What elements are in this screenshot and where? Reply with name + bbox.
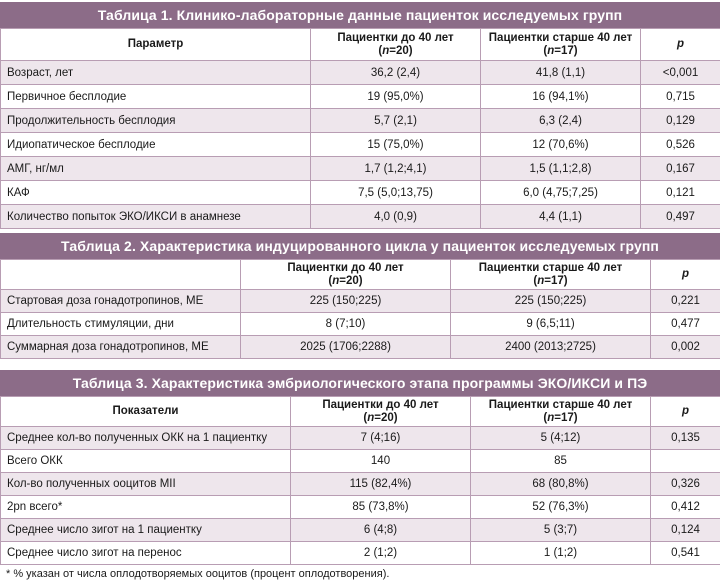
group1-n-open: ( <box>363 411 368 424</box>
table-row <box>1 450 720 473</box>
group2-label: Пациентки старше 40 лет <box>488 398 633 411</box>
column-header-group1 <box>291 397 471 427</box>
row-group1-value: 7 (4;16) <box>291 427 471 450</box>
table-row <box>1 181 720 205</box>
row-group1-value: 8 (7;10) <box>241 313 451 336</box>
row-p-value: 0,541 <box>651 542 720 565</box>
group1-n-open: ( <box>378 44 383 57</box>
column-header-p: p <box>641 29 720 61</box>
table-row <box>1 427 720 450</box>
row-param: Идиопатическое бесплодие <box>1 133 311 157</box>
row-group2-value: 6,0 (4,75;7,25) <box>481 181 641 205</box>
row-group2-value: 4,4 (1,1) <box>481 205 641 229</box>
group1-n-symbol: n <box>382 44 390 57</box>
table-1-body <box>1 61 720 229</box>
column-header-param: Параметр <box>1 29 311 61</box>
row-group1-value: 2025 (1706;2288) <box>241 336 451 359</box>
row-group2-value: 6,3 (2,4) <box>481 109 641 133</box>
table-row <box>1 133 720 157</box>
group1-label: Пациентки до 40 лет <box>287 261 404 274</box>
row-p-value <box>651 450 720 473</box>
table-row <box>1 109 720 133</box>
row-p-value: 0,135 <box>651 427 720 450</box>
row-group1-value: 1,7 (1,2;4,1) <box>311 157 481 181</box>
row-param: Среднее число зигот на перенос <box>1 542 291 565</box>
row-param: 2pn всего* <box>1 496 291 519</box>
column-header-group2 <box>481 29 641 61</box>
footnote: * % указан от числа оплодотворяемых ооцитов (процент оплодотворения). <box>6 568 390 580</box>
group2-n-open: ( <box>543 44 548 57</box>
row-group2-value: 52 (76,3%) <box>471 496 651 519</box>
row-param: Продолжительность бесплодия <box>1 109 311 133</box>
row-group1-value: 15 (75,0%) <box>311 133 481 157</box>
row-p-value: 0,124 <box>651 519 720 542</box>
column-header-param: Показатели <box>1 397 291 427</box>
row-group1-value: 4,0 (0,9) <box>311 205 481 229</box>
table-row <box>1 519 720 542</box>
row-group2-value: 9 (6,5;11) <box>451 313 651 336</box>
row-p-value: 0,221 <box>651 290 720 313</box>
row-p-value: <0,001 <box>641 61 720 85</box>
row-param: Первичное бесплодие <box>1 85 311 109</box>
row-group1-value: 36,2 (2,4) <box>311 61 481 85</box>
row-group2-value: 2400 (2013;2725) <box>451 336 651 359</box>
row-param: Всего ОКК <box>1 450 291 473</box>
row-param: Суммарная доза гонадотропинов, МЕ <box>1 336 241 359</box>
row-group1-value: 140 <box>291 450 471 473</box>
row-p-value: 0,167 <box>641 157 720 181</box>
row-param: Кол-во полученных ооцитов MII <box>1 473 291 496</box>
row-p-value: 0,477 <box>651 313 720 336</box>
table-2-title: Таблица 2. Характеристика индуцированного цикла у пациенток исследуемых групп <box>0 233 720 259</box>
column-header-group1 <box>241 260 451 290</box>
group2-n-open: ( <box>533 274 538 287</box>
table-row <box>1 336 720 359</box>
table-3 <box>0 370 720 565</box>
row-group2-value: 1 (1;2) <box>471 542 651 565</box>
row-p-value: 0,002 <box>651 336 720 359</box>
row-group1-value: 19 (95,0%) <box>311 85 481 109</box>
row-param: Длительность стимуляции, дни <box>1 313 241 336</box>
row-group2-value: 85 <box>471 450 651 473</box>
row-group1-value: 85 (73,8%) <box>291 496 471 519</box>
column-header-p: p <box>651 397 720 427</box>
group1-n-value: =20) <box>374 411 398 424</box>
row-group1-value: 6 (4;8) <box>291 519 471 542</box>
table-2-body <box>1 290 720 359</box>
row-group1-value: 225 (150;225) <box>241 290 451 313</box>
column-header-group2 <box>471 397 651 427</box>
group2-label: Пациентки старше 40 лет <box>488 31 633 44</box>
row-group2-value: 16 (94,1%) <box>481 85 641 109</box>
row-group1-value: 2 (1;2) <box>291 542 471 565</box>
group2-n-symbol: n <box>547 411 555 424</box>
table-3-header-row <box>1 397 720 427</box>
group1-n-value: =20) <box>339 274 363 287</box>
table-1-header-row <box>1 29 720 61</box>
table-row <box>1 205 720 229</box>
row-group1-value: 7,5 (5,0;13,75) <box>311 181 481 205</box>
row-p-value: 0,715 <box>641 85 720 109</box>
group1-n-value: =20) <box>389 44 413 57</box>
row-p-value: 0,412 <box>651 496 720 519</box>
table-3-body <box>1 427 720 565</box>
row-group2-value: 12 (70,6%) <box>481 133 641 157</box>
group2-n-value: =17) <box>544 274 568 287</box>
table-3-grid <box>0 396 720 565</box>
row-group1-value: 115 (82,4%) <box>291 473 471 496</box>
column-header-p: p <box>651 260 720 290</box>
table-2 <box>0 233 720 359</box>
group1-label: Пациентки до 40 лет <box>322 398 439 411</box>
group1-n-symbol: n <box>332 274 340 287</box>
row-param: Среднее кол-во полученных ОКК на 1 пациентку <box>1 427 291 450</box>
row-group2-value: 225 (150;225) <box>451 290 651 313</box>
row-p-value: 0,121 <box>641 181 720 205</box>
column-header-group1 <box>311 29 481 61</box>
table-row <box>1 85 720 109</box>
table-1-title: Таблица 1. Клинико-лабораторные данные пациенток исследуемых групп <box>0 2 720 28</box>
group2-n-open: ( <box>543 411 548 424</box>
group2-n-value: =17) <box>554 411 578 424</box>
table-1 <box>0 2 720 229</box>
row-group2-value: 1,5 (1,1;2,8) <box>481 157 641 181</box>
row-p-value: 0,326 <box>651 473 720 496</box>
row-param: Стартовая доза гонадотропинов, МЕ <box>1 290 241 313</box>
row-p-value: 0,526 <box>641 133 720 157</box>
group1-n-symbol: n <box>367 411 375 424</box>
table-row <box>1 313 720 336</box>
table-2-grid <box>0 259 720 359</box>
row-param: АМГ, нг/мл <box>1 157 311 181</box>
row-group2-value: 68 (80,8%) <box>471 473 651 496</box>
group2-n-symbol: n <box>547 44 555 57</box>
row-group2-value: 5 (3;7) <box>471 519 651 542</box>
table-3-title: Таблица 3. Характеристика эмбриологического этапа программы ЭКО/ИКСИ и ПЭ <box>0 370 720 396</box>
row-group2-value: 5 (4;12) <box>471 427 651 450</box>
table-row <box>1 542 720 565</box>
table-2-header-row <box>1 260 720 290</box>
table-row <box>1 496 720 519</box>
column-header-param <box>1 260 241 290</box>
table-1-grid <box>0 28 720 229</box>
group2-n-symbol: n <box>537 274 545 287</box>
table-row <box>1 473 720 496</box>
column-header-group2 <box>451 260 651 290</box>
table-row <box>1 290 720 313</box>
row-p-value: 0,129 <box>641 109 720 133</box>
row-param: Возраст, лет <box>1 61 311 85</box>
row-param: Среднее число зигот на 1 пациентку <box>1 519 291 542</box>
table-row <box>1 157 720 181</box>
group2-n-value: =17) <box>554 44 578 57</box>
row-group2-value: 41,8 (1,1) <box>481 61 641 85</box>
group2-label: Пациентки старше 40 лет <box>478 261 623 274</box>
row-param: Количество попыток ЭКО/ИКСИ в анамнезе <box>1 205 311 229</box>
group1-label: Пациентки до 40 лет <box>337 31 454 44</box>
group1-n-open: ( <box>328 274 333 287</box>
row-group1-value: 5,7 (2,1) <box>311 109 481 133</box>
table-row <box>1 61 720 85</box>
row-param: КАФ <box>1 181 311 205</box>
row-p-value: 0,497 <box>641 205 720 229</box>
